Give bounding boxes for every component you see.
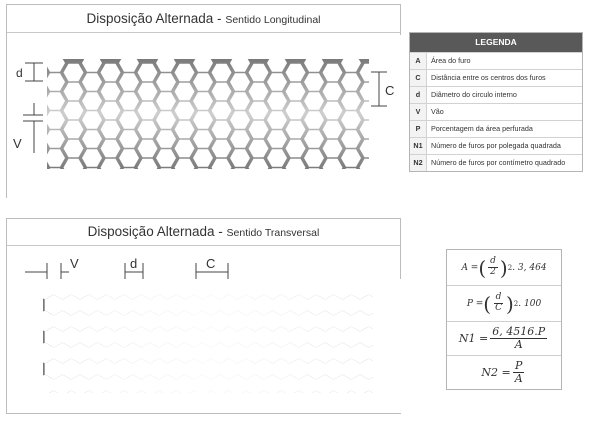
legend-row bbox=[410, 120, 582, 137]
label-c: C bbox=[206, 256, 216, 271]
plate-edge-mask bbox=[7, 169, 407, 199]
label-v: V bbox=[13, 136, 22, 151]
legend-row bbox=[410, 154, 582, 171]
legend-key: d bbox=[410, 87, 427, 103]
plate-edge-mask bbox=[7, 393, 407, 413]
label-d: d bbox=[130, 256, 138, 271]
legend-desc: Número de furos por contímetro quadrado bbox=[431, 158, 566, 167]
legend-row bbox=[410, 86, 582, 103]
perforated-plate-longitudinal bbox=[7, 35, 409, 199]
label-d: d bbox=[16, 66, 23, 80]
legend-key: C bbox=[410, 70, 427, 86]
formula-lhs: A = bbox=[461, 262, 479, 273]
legend-desc: Número de furos por polegada quadrada bbox=[431, 141, 561, 150]
legend-key: A bbox=[410, 53, 427, 69]
label-c: C bbox=[385, 83, 395, 98]
transversal-plate-diagram bbox=[7, 219, 400, 413]
formula-num: d bbox=[490, 256, 496, 267]
legend-desc: Área do furo bbox=[431, 56, 471, 65]
legend-title: LEGENDA bbox=[410, 33, 582, 52]
perforated-plate-transversal bbox=[7, 279, 407, 414]
legend-key: N2 bbox=[410, 155, 427, 171]
formula-lhs: P = bbox=[466, 298, 484, 309]
formula-n2 bbox=[447, 355, 561, 389]
legend-row bbox=[410, 103, 582, 120]
longitudinal-plate-diagram bbox=[7, 5, 400, 197]
formula-den: A bbox=[514, 338, 523, 351]
legend-key: N1 bbox=[410, 138, 427, 154]
longitudinal-title-main: Disposição Alternada - bbox=[86, 11, 222, 26]
label-v: V bbox=[70, 256, 79, 271]
formula-rhs: . 3, 464 bbox=[512, 262, 547, 273]
formula-percent: P = ( $\frac{d}{C}$ ) 2 . 100 bbox=[447, 285, 561, 321]
transversal-panel bbox=[6, 218, 401, 414]
legend-desc: Diâmetro do circulo interno bbox=[431, 90, 517, 99]
formula-lhs: N1 = bbox=[458, 332, 489, 345]
longitudinal-title-sub: Sentido Longitudinal bbox=[225, 14, 321, 26]
legend-key: V bbox=[410, 104, 427, 120]
plate-edge-mask bbox=[369, 45, 409, 185]
transversal-title-sub: Sentido Transversal bbox=[226, 227, 320, 239]
legend-table bbox=[409, 32, 583, 172]
formula-n1 bbox=[447, 321, 561, 355]
legend-desc: Vão bbox=[431, 107, 444, 116]
formula-exp: 2 bbox=[513, 299, 519, 308]
formula-den: A bbox=[514, 372, 523, 385]
longitudinal-panel bbox=[6, 4, 401, 198]
formula-exp: 2 bbox=[507, 263, 513, 272]
plate-edge-mask bbox=[7, 279, 43, 409]
formula-den: 2 bbox=[490, 267, 496, 277]
legend-desc: Distância entre os centros dos furos bbox=[431, 73, 546, 82]
transversal-title-main: Disposição Alternada - bbox=[87, 224, 223, 239]
plate-edge-mask bbox=[7, 35, 407, 59]
formula-num: 6, 4516.P bbox=[492, 324, 546, 338]
legend-key: P bbox=[410, 121, 427, 137]
plate-edge-mask bbox=[373, 279, 403, 409]
legend-row bbox=[410, 69, 582, 86]
formula-den: C bbox=[495, 303, 502, 313]
formula-num: d bbox=[495, 292, 502, 303]
formula-num: P bbox=[514, 358, 523, 372]
legend-row bbox=[410, 52, 582, 69]
formula-box bbox=[446, 249, 562, 390]
dimension-marks bbox=[25, 263, 228, 279]
legend-desc: Porcentagem da área perfurada bbox=[431, 124, 533, 133]
formula-lhs: N2 = bbox=[481, 366, 511, 379]
formula-rhs: . 100 bbox=[518, 298, 542, 309]
legend-row bbox=[410, 137, 582, 154]
formula-area: A = ( $\frac{d}{2}$ ) 2 . 3, 464 bbox=[461, 255, 547, 280]
